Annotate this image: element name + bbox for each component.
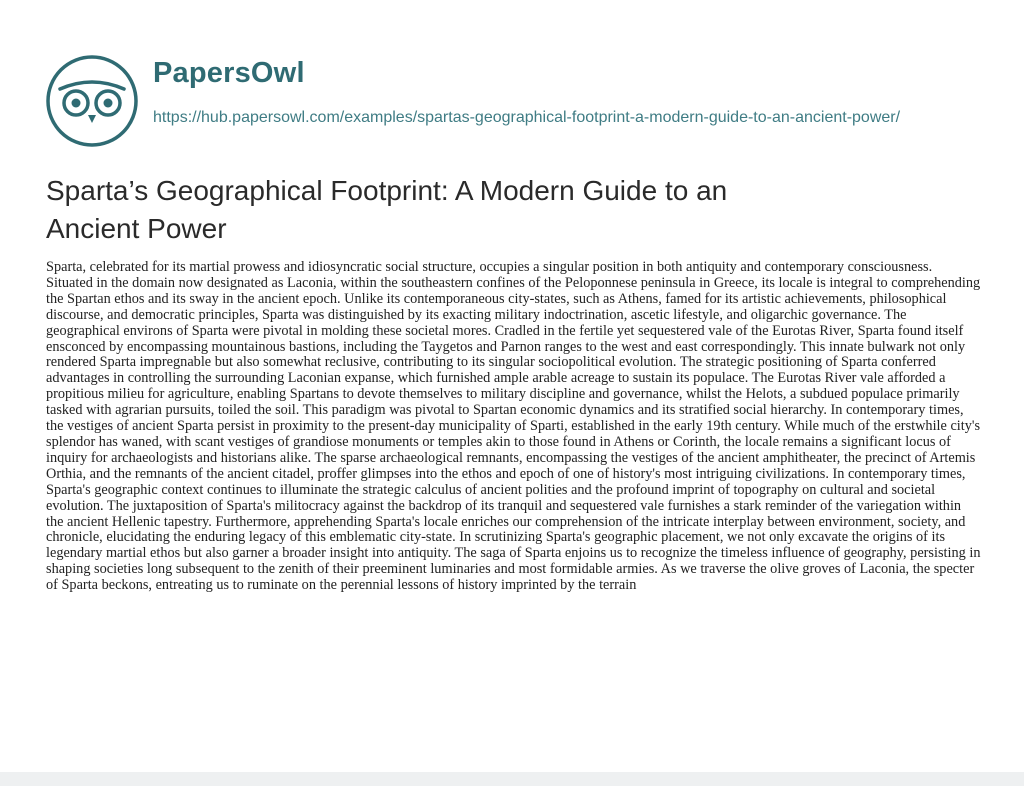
brand-name: PapersOwl bbox=[153, 57, 305, 89]
source-url-link[interactable]: https://hub.papersowl.com/examples/spartas-geographical-footprint-a-modern-guide-to-an-ancient-power/ bbox=[153, 109, 901, 126]
article-title: Sparta’s Geographical Footprint: A Modern Guide to an Ancient Power bbox=[46, 175, 728, 244]
article-body: Sparta, celebrated for its martial prowess and idiosyncratic social structure, occupies a singular position in both antiquity and contemporary consciousness. Situated in the domain now designated as Laconia, within the southeastern confines of the Peloponnese peninsula in Greece, its locale is integral to comprehending the Spartan ethos and its sway in the ancient epoch. Unlike its contemporaneous city-states, such as Athens, famed for its artistic achievements, philosophical discourse, and democratic principles, Sparta was distinguished by its exacting military indoctrination, ascetic lifestyle, and oligarchic governance. The geographical environs of Sparta were pivotal in molding these societal mores. Cradled in the fertile yet sequestered vale of the Eurotas River, Sparta found itself ensconced by encompassing mountainous bastions, including the Taygetos and Parnon ranges to the west and east correspondingly. This innate bulwark not only rendered Sparta impregnable but also somewhat reclusive, contributing to its singular sociopolitical evolution. The strategic positioning of Sparta conferred advantages in controlling the surrounding Laconian expanse, which furnished ample arable acreage to sustain its populace. The Eurotas River vale afforded a propitious milieu for agriculture, enabling Spartans to devote themselves to military discipline and governance, whilst the Helots, a subdued populace primarily tasked with agrarian pursuits, toiled the soil. This paradigm was pivotal to Spartan economic dynamics and its stratified social hierarchy. In contemporary times, the vestiges of ancient Sparta persist in proximity to the present-day municipality of Sparti, established in the early 19th century. While much of the erstwhile city's splendor has waned, with scant vestiges of grandiose monuments or temples akin to those found in Athens or Corinth, the locale remains a significant locus of inquiry for archaeologists and historians alike. The sparse archaeological remnants, encompassing the vestiges of the ancient amphitheater, the precinct of Artemis Orthia, and the remnants of the ancient citadel, proffer glimpses into the ethos and epoch of one of history's most intriguing civilizations. In contemporary times, Sparta's geographic context continues to illuminate the strategic calculus of ancient polities and the profound imprint of topography on cultural and societal evolution. The juxtaposition of Sparta's militocracy against the backdrop of its tranquil and sequestered vale furnishes a stark reminder of the variegation within the ancient Hellenic tapestry. Furthermore, apprehending Sparta's locale enriches our comprehension of the intricate interplay between environment, society, and chronicle, elucidating the enduring legacy of this emblematic city-state. In scrutinizing Sparta's geographic placement, we not only excavate the origins of its legendary martial ethos but also garner a broader insight into antiquity. The saga of Sparta enjoins us to recognize the timeless influence of geography, persisting in shaping societies long subsequent to the zenith of their preeminent luminaries and most formidable armies. As we traverse the olive groves of Laconia, the specter of Sparta beckons, entreating us to ruminate on the perennial lessons of history imprinted by the terrain bbox=[46, 259, 981, 594]
footer-bar bbox=[0, 772, 1024, 786]
owl-face-icon bbox=[46, 55, 138, 147]
